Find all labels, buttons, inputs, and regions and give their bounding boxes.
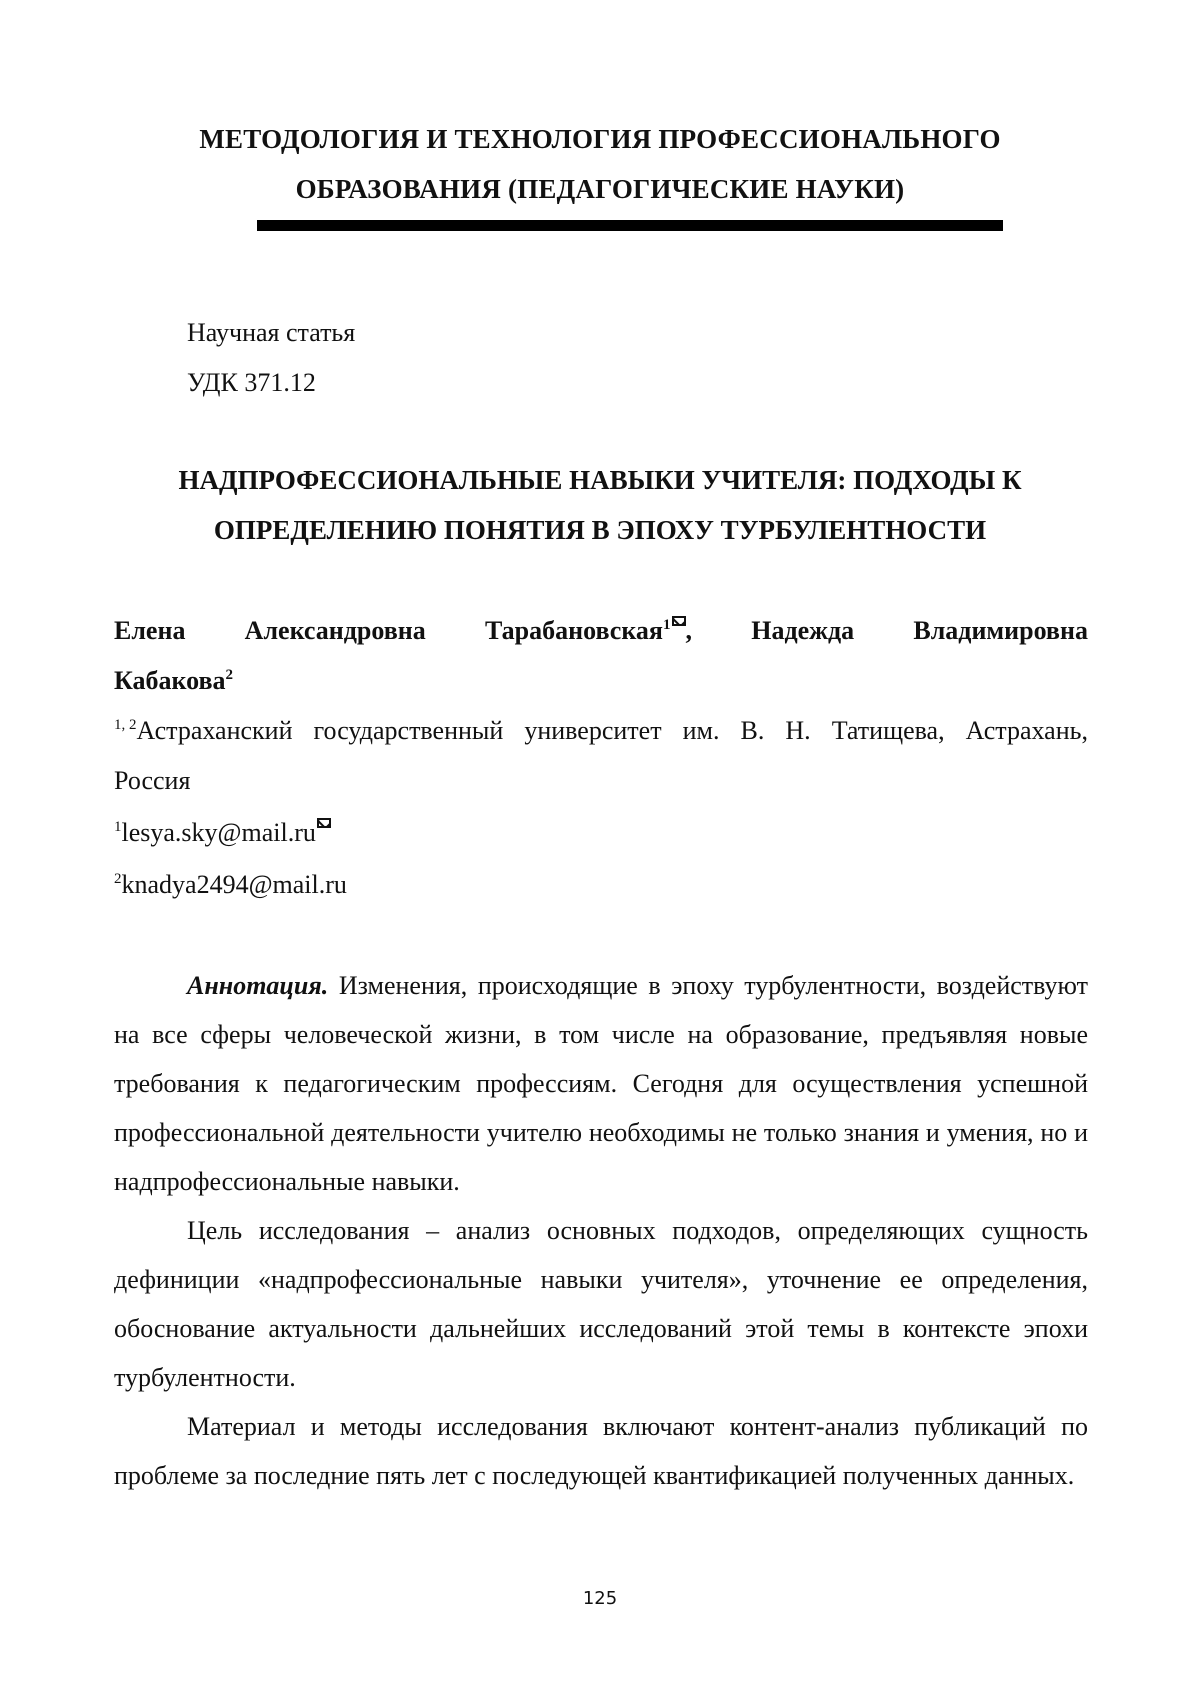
- affiliation-word: государственный: [313, 716, 504, 745]
- article-type: Научная статья: [187, 318, 356, 347]
- mail-icon: [672, 616, 686, 626]
- author1-patronymic: Александровна: [244, 616, 426, 645]
- title-line2: ОПРЕДЕЛЕНИЮ ПОНЯТИЯ В ЭПОХУ ТУРБУЛЕНТНОСТИ: [213, 515, 987, 545]
- affiliation-word-text: Астраханский: [136, 716, 293, 745]
- title-line1: НАДПРОФЕССИОНАЛЬНЫЕ НАВЫКИ УЧИТЕЛЯ: ПОДХОДЫ К: [178, 465, 1022, 495]
- affiliation-word: [114, 706, 293, 756]
- affiliation-word: В.: [740, 716, 765, 745]
- author1-surname-group: [485, 606, 692, 656]
- abstract-paragraph-2: Цель исследования – анализ основных подходов, определяющих сущность дефиниции «надпрофессиональные навыки учителя», уточнение ее определения, обоснование актуальности дальнейших исследований этой темы в контексте эпохи турбулентности.: [114, 1216, 1088, 1392]
- abstract: [114, 961, 1088, 1500]
- page-number: 125: [582, 1588, 618, 1609]
- udk-code: УДК 371.12: [187, 368, 316, 397]
- affiliation-line2: Россия: [114, 766, 191, 795]
- affiliation-word: университет: [524, 716, 662, 745]
- email-1-sup: 1: [114, 819, 122, 835]
- section-header: [150, 114, 1050, 214]
- email-1-address[interactable]: lesya.sky@mail.ru: [121, 818, 316, 847]
- author1-first-name: Елена: [114, 616, 186, 645]
- authors-line2: [114, 656, 1088, 706]
- abstract-paragraph-1-text: Изменения, происходящие в эпоху турбулентности, воздействуют на все сферы человеческой жизни, в том числе на образование, предъявляя новые требования к педагогическим профессиям. Сегодня для осуществления успешной профессиональной деятельности учителю необходимы не только знания и умения, но и надпрофессиональные навыки.: [114, 971, 1088, 1196]
- author1-surname: Тарабановская: [484, 616, 663, 645]
- affiliation-word: им.: [682, 716, 720, 745]
- abstract-paragraph-1: [114, 961, 1088, 1206]
- author1-sup: 1: [663, 617, 671, 633]
- authors-block: [114, 606, 1088, 706]
- author2-first-name: Надежда: [751, 616, 855, 645]
- affiliation-word: Н.: [785, 716, 811, 745]
- author2-surname: Кабакова: [114, 666, 226, 695]
- abstract-label: Аннотация.: [187, 971, 329, 1000]
- email-2-sup: 2: [114, 871, 122, 887]
- affiliation-sup: 1, 2: [114, 717, 137, 733]
- email-2-address[interactable]: knadya2494@mail.ru: [121, 870, 347, 899]
- author2-sup: 2: [225, 667, 234, 683]
- article-title: [110, 455, 1090, 555]
- section-header-line1: МЕТОДОЛОГИЯ И ТЕХНОЛОГИЯ ПРОФЕССИОНАЛЬНОГО: [199, 124, 1001, 154]
- section-header-line2: ОБРАЗОВАНИЯ (ПЕДАГОГИЧЕСКИЕ НАУКИ): [295, 174, 905, 204]
- affiliation-word: Астрахань,: [965, 716, 1088, 745]
- affiliation: [114, 706, 1088, 806]
- email-1: [114, 818, 331, 848]
- author2-patronymic: Владимировна: [913, 616, 1088, 645]
- email-2: [114, 870, 347, 900]
- affiliation-line1: [114, 706, 1088, 756]
- abstract-paragraph-3: Материал и методы исследования включают контент-анализ публикаций по проблеме за последние пять лет с последующей квантификацией полученных данных.: [114, 1412, 1088, 1490]
- mail-icon: [317, 818, 331, 828]
- author-separator: ,: [685, 616, 692, 645]
- authors-line1: [114, 606, 1088, 656]
- affiliation-word: Татищева,: [831, 716, 945, 745]
- header-divider: [257, 220, 1003, 231]
